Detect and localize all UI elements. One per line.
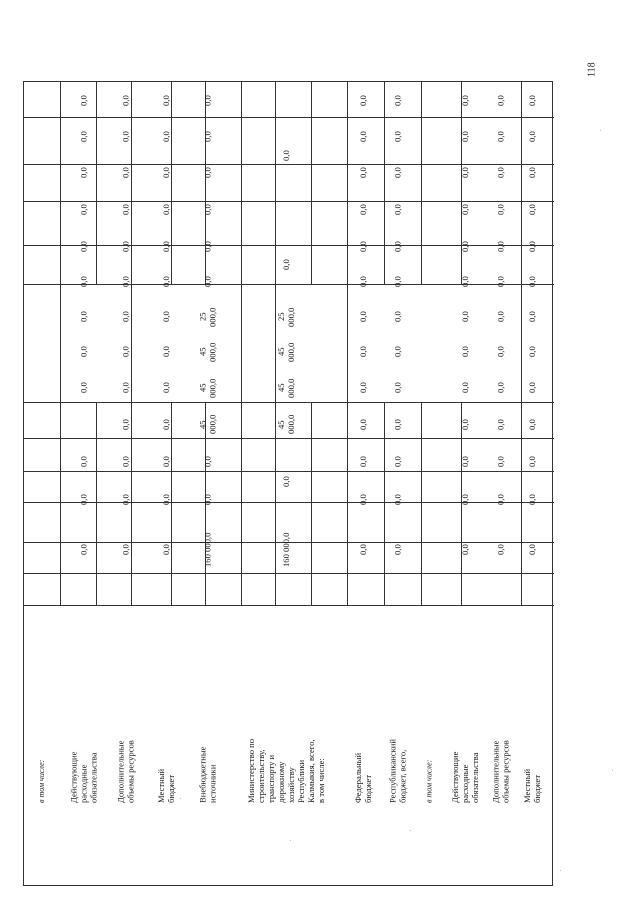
cell-divider bbox=[421, 82, 422, 118]
table-cell: 0,0 bbox=[495, 382, 506, 394]
table-cell: 0,0 bbox=[120, 456, 131, 467]
table-cell: 0,0 bbox=[161, 494, 171, 506]
scan-speck bbox=[290, 840, 291, 841]
table-cell: 0,0 bbox=[202, 95, 213, 106]
table-cell: 0,0 bbox=[527, 241, 537, 253]
table-cell: 0,0 bbox=[78, 167, 89, 178]
cell-divider bbox=[421, 403, 422, 439]
table-cell: 0,0 bbox=[392, 382, 403, 394]
table-cell: 45 000,0 bbox=[276, 378, 296, 398]
table-cell: 0,0 bbox=[161, 382, 171, 394]
table-cell: 0,0 bbox=[78, 241, 89, 253]
table-cell: 0,0 bbox=[460, 95, 470, 106]
table-cell: 0,0 bbox=[78, 204, 89, 216]
table-cell: 0,0 bbox=[202, 456, 213, 467]
table-cell: 0,0 bbox=[495, 95, 506, 106]
table-cell: 0,0 bbox=[495, 494, 506, 506]
row-label: Действующие расходные обязательства bbox=[450, 751, 480, 803]
table-cell: 0,0 bbox=[202, 167, 213, 178]
cell-divider bbox=[421, 439, 422, 472]
table-cell: 0,0 bbox=[120, 311, 131, 323]
table-cell: 0,0 bbox=[460, 167, 470, 178]
table-cell: 0,0 bbox=[78, 95, 89, 106]
table-cell: 0,0 bbox=[161, 346, 171, 358]
table-cell: 0,0 bbox=[392, 346, 403, 358]
table-cell: 0,0 bbox=[527, 167, 537, 178]
cell-divider bbox=[421, 543, 422, 574]
table-cell: 0,0 bbox=[527, 382, 537, 394]
cell-divider bbox=[421, 202, 422, 246]
table-cell: 0,0 bbox=[120, 95, 131, 106]
table-cell: 0,0 bbox=[202, 494, 213, 506]
table-cell: 0,0 bbox=[78, 456, 89, 467]
table-cell: 0,0 bbox=[120, 167, 131, 178]
table-cell: 0,0 bbox=[460, 494, 470, 506]
table-cell: 0,0 bbox=[281, 150, 291, 162]
table-cell: 0,0 bbox=[495, 544, 506, 556]
table-cell: 0,0 bbox=[495, 241, 506, 253]
cell-divider bbox=[421, 503, 422, 543]
table-cell: 0,0 bbox=[78, 311, 89, 323]
table-cell: 0,0 bbox=[120, 131, 131, 143]
table-cell: 0,0 bbox=[527, 276, 537, 288]
row-label: Республиканский бюджет, всего, bbox=[387, 739, 408, 803]
scan-speck bbox=[410, 830, 411, 831]
table-cell: 0,0 bbox=[495, 204, 506, 216]
table-cell: 0,0 bbox=[460, 311, 470, 323]
table-cell: 0,0 bbox=[358, 346, 368, 358]
table-cell: 160 000,0 bbox=[202, 532, 213, 568]
table-cell: 0,0 bbox=[527, 346, 537, 358]
cell-divider bbox=[60, 403, 61, 439]
table-cell: 0,0 bbox=[460, 382, 470, 394]
table-cell: 45 000,0 bbox=[197, 342, 218, 362]
table-cell: 0,0 bbox=[78, 276, 89, 288]
table-cell: 0,0 bbox=[527, 494, 537, 506]
table-cell: 0,0 bbox=[120, 419, 131, 430]
table-cell: 0,0 bbox=[161, 276, 171, 288]
table-cell: 0,0 bbox=[78, 494, 89, 506]
table-cell: 25 000,0 bbox=[276, 307, 296, 327]
table-cell: 0,0 bbox=[78, 131, 89, 143]
table-cell: 0,0 bbox=[527, 311, 537, 323]
table-cell: 0,0 bbox=[460, 346, 470, 358]
table-cell: 0,0 bbox=[392, 241, 403, 253]
table-cell: 0,0 bbox=[120, 276, 131, 288]
table-cell: 0,0 bbox=[120, 382, 131, 394]
table-cell: 45 000,0 bbox=[197, 378, 218, 398]
table-cell: 0,0 bbox=[460, 276, 470, 288]
table-cell: 45 000,0 bbox=[276, 342, 296, 362]
cell-divider bbox=[421, 246, 422, 285]
scan-speck bbox=[180, 798, 181, 799]
table-cell: 0,0 bbox=[460, 419, 470, 430]
scan-speck bbox=[600, 130, 601, 131]
table-cell: 0,0 bbox=[392, 456, 403, 467]
scan-speck bbox=[560, 870, 561, 871]
table-cell: 0,0 bbox=[161, 241, 171, 253]
table-cell: 0,0 bbox=[358, 204, 368, 216]
budget-table bbox=[23, 81, 553, 886]
table-cell: 0,0 bbox=[120, 544, 131, 556]
table-cell: 0,0 bbox=[392, 494, 403, 506]
scan-speck bbox=[612, 770, 613, 771]
table-cell: 0,0 bbox=[161, 544, 171, 556]
table-cell: 0,0 bbox=[78, 382, 89, 394]
table-cell: 0,0 bbox=[392, 204, 403, 216]
table-cell: 0,0 bbox=[202, 204, 213, 216]
cell-divider bbox=[421, 165, 422, 202]
table-cell: 0,0 bbox=[460, 204, 470, 216]
table-cell: 0,0 bbox=[202, 276, 213, 288]
table-cell: 0,0 bbox=[358, 241, 368, 253]
cell-divider bbox=[421, 472, 422, 503]
table-cell: 0,0 bbox=[78, 346, 89, 358]
table-cell: 0,0 bbox=[161, 167, 171, 178]
table-cell: 0,0 bbox=[358, 311, 368, 323]
table-cell: 0,0 bbox=[120, 204, 131, 216]
table-cell: 0,0 bbox=[358, 456, 368, 467]
table-cell: 0,0 bbox=[527, 456, 537, 467]
row-label: Местный бюджет bbox=[156, 768, 176, 803]
table-cell: 0,0 bbox=[392, 311, 403, 323]
table-cell: 0,0 bbox=[460, 241, 470, 253]
table-cell: 0,0 bbox=[527, 544, 537, 556]
row-label: Дополнительные объемы ресурсов bbox=[115, 740, 136, 803]
table-cell: 0,0 bbox=[358, 494, 368, 506]
table-cell: 0,0 bbox=[161, 311, 171, 323]
table-cell: 0,0 bbox=[281, 259, 291, 271]
table-cell: 0,0 bbox=[358, 95, 368, 106]
table-cell: 0,0 bbox=[495, 346, 506, 358]
table-cell: 0,0 bbox=[392, 131, 403, 143]
table-cell: 0,0 bbox=[527, 95, 537, 106]
table-cell: 0,0 bbox=[358, 419, 368, 430]
table-cell: 45 000,0 bbox=[197, 414, 218, 435]
table-cell: 0,0 bbox=[358, 276, 368, 288]
table-cell: 0,0 bbox=[495, 167, 506, 178]
table-cell: 0,0 bbox=[527, 419, 537, 430]
table-cell: 0,0 bbox=[120, 241, 131, 253]
table-cell: 0,0 bbox=[392, 419, 403, 430]
table-cell: 0,0 bbox=[495, 131, 506, 143]
table-cell: 0,0 bbox=[527, 131, 537, 143]
table-cell: 0,0 bbox=[495, 276, 506, 288]
table-cell: 0,0 bbox=[120, 494, 131, 506]
table-cell: 0,0 bbox=[392, 95, 403, 106]
row-label: Федеральный бюджет bbox=[353, 752, 373, 803]
row-label: в том числе: bbox=[37, 759, 46, 803]
table-cell: 0,0 bbox=[161, 95, 171, 106]
table-cell: 45 000,0 bbox=[276, 414, 296, 435]
cell-divider bbox=[421, 118, 422, 165]
table-cell: 0,0 bbox=[120, 346, 131, 358]
table-cell: 0,0 bbox=[392, 167, 403, 178]
table-cell: 0,0 bbox=[161, 419, 171, 430]
row-label: Министерство по строительству, транспорту и дорожному хозяйству Республики Калмыкия, всего, в том числе: bbox=[246, 738, 326, 803]
table-cell: 0,0 bbox=[358, 382, 368, 394]
table-cell: 0,0 bbox=[281, 476, 291, 487]
row-label: Действующие расходные обязательства bbox=[68, 751, 99, 803]
table-cell: 0,0 bbox=[495, 456, 506, 467]
table-cell: 0,0 bbox=[161, 204, 171, 216]
table-cell: 0,0 bbox=[78, 544, 89, 556]
table-cell: 0,0 bbox=[161, 456, 171, 467]
row-label: Дополнительные объемы ресурсов bbox=[490, 740, 511, 803]
table-cell: 0,0 bbox=[358, 131, 368, 143]
page-number: 118 bbox=[586, 62, 598, 78]
table-cell: 0,0 bbox=[358, 167, 368, 178]
row-label: Местный бюджет bbox=[522, 768, 542, 803]
table-cell: 0,0 bbox=[460, 544, 470, 556]
table-cell: 160 000,0 bbox=[281, 532, 291, 568]
table-cell: 0,0 bbox=[202, 241, 213, 253]
cell-divider bbox=[96, 403, 97, 439]
table-cell: 0,0 bbox=[358, 544, 368, 556]
table-cell: 25 000,0 bbox=[197, 307, 218, 327]
table-cell: 0,0 bbox=[495, 311, 506, 323]
row-label: в том числе: bbox=[424, 759, 434, 803]
table-cell: 0,0 bbox=[527, 204, 537, 216]
row-label: Внебюджетные источники bbox=[197, 746, 218, 803]
table-cell: 0,0 bbox=[460, 456, 470, 467]
table-cell: 0,0 bbox=[202, 131, 213, 143]
table-cell: 0,0 bbox=[392, 544, 403, 556]
table-cell: 0,0 bbox=[460, 131, 470, 143]
table-cell: 0,0 bbox=[392, 276, 403, 288]
table-cell: 0,0 bbox=[161, 131, 171, 143]
table-cell: 0,0 bbox=[495, 419, 506, 430]
